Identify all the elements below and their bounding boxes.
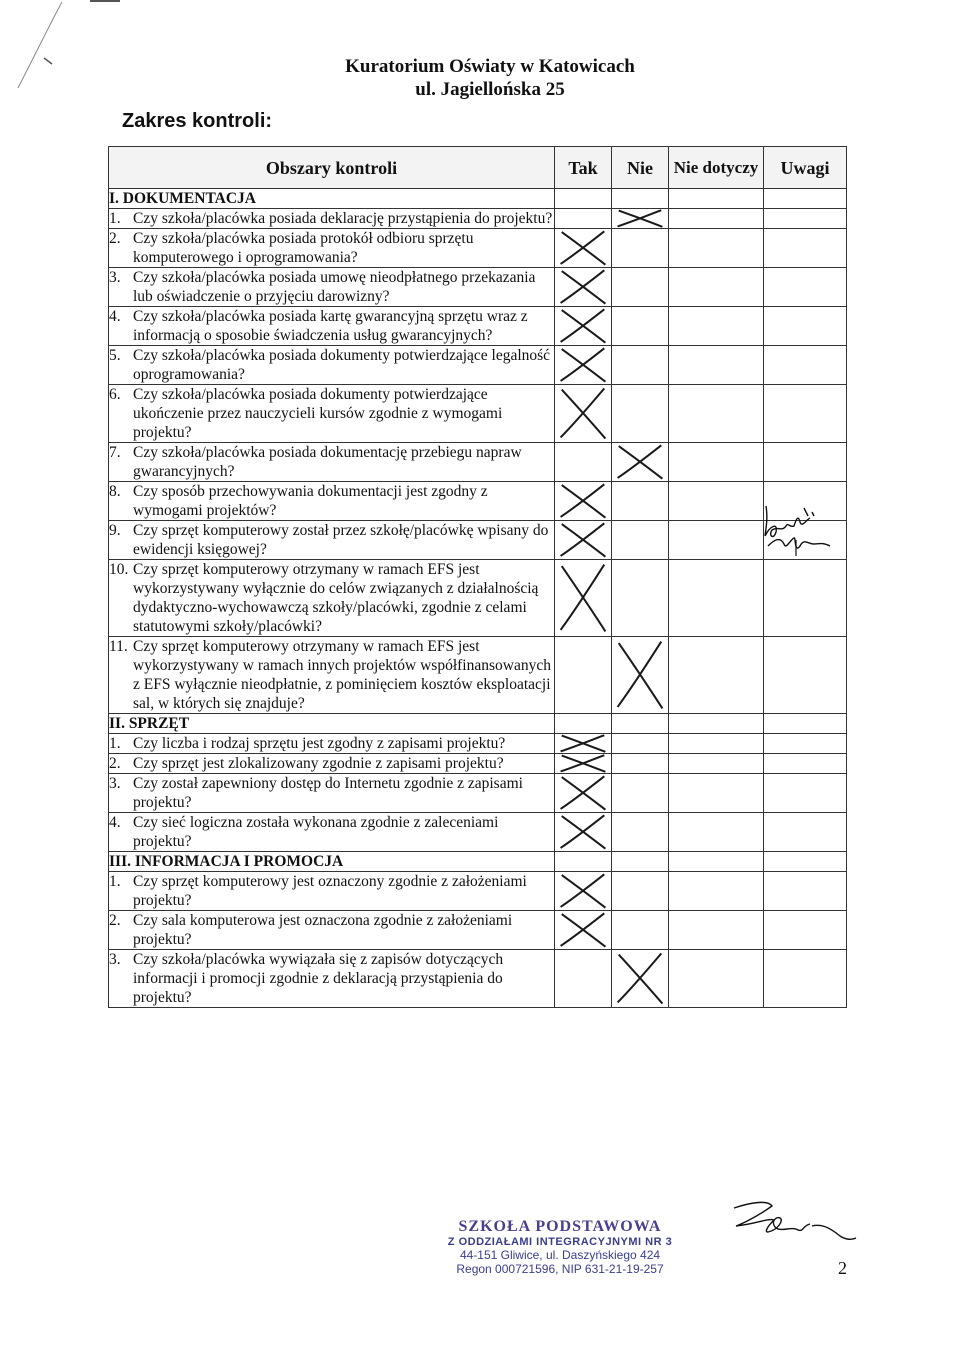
question-cell [109,209,555,229]
answer-cell-remarks [764,754,847,774]
table-row [109,521,847,560]
table-row [109,268,847,307]
question-text: Czy sala komputerowa jest oznaczona zgodnie z założeniami projektu? [133,912,513,948]
table-row [109,443,847,482]
section-title: III. INFORMACJA I PROMOCJA [109,852,555,872]
section-empty-cell [555,852,612,872]
answer-cell-not-applicable [669,229,764,268]
answer-cell-not-applicable [669,950,764,1008]
header-address: ul. Jagiellońska 25 [415,79,565,100]
question-cell [109,346,555,385]
question-text: Czy sposób przechowywania dokumentacji jest zgodny z wymogami projektów? [133,483,488,519]
table-row [109,911,847,950]
section-empty-cell [764,714,847,734]
answer-cell-not-applicable [669,346,764,385]
answer-cell-yes [555,482,612,521]
answer-cell-no [612,482,669,521]
question-cell [109,229,555,268]
handwritten-remark [760,496,846,556]
answer-cell-remarks [764,443,847,482]
answer-cell-remarks [764,229,847,268]
question-cell [109,774,555,813]
answer-cell-yes [555,229,612,268]
answer-cell-not-applicable [669,268,764,307]
answer-cell-yes [555,872,612,911]
answer-cell-not-applicable [669,734,764,754]
table-row [109,774,847,813]
answer-cell-no [612,813,669,852]
question-text: Czy sprzęt komputerowy jest oznaczony zgodnie z założeniami projektu? [133,873,527,909]
answer-cell-no [612,385,669,443]
control-table [108,146,847,1008]
question-number: 7. [109,444,121,461]
section-row [109,852,847,872]
handwritten-x-mark [555,774,611,812]
handwritten-x-mark [555,229,611,267]
question-cell [109,813,555,852]
answer-cell-no [612,754,669,774]
answer-cell-no [612,950,669,1008]
section-empty-cell [669,714,764,734]
col-header-no: Nie [612,147,669,189]
answer-cell-no [612,521,669,560]
answer-cell-remarks [764,734,847,754]
answer-cell-no [612,560,669,637]
question-number: 8. [109,483,121,500]
handwritten-x-mark [555,560,611,636]
question-text: Czy szkoła/placówka posiada protokół odbioru sprzętu komputerowego i oprogramowania? [133,230,474,266]
handwritten-x-mark [555,911,611,949]
answer-cell-no [612,911,669,950]
answer-cell-yes [555,637,612,714]
handwritten-x-mark [555,268,611,306]
answer-cell-yes [555,774,612,813]
answer-cell-yes [555,385,612,443]
section-empty-cell [612,189,669,209]
section-empty-cell [669,852,764,872]
question-number: 4. [109,308,121,325]
question-cell [109,911,555,950]
section-empty-cell [764,852,847,872]
stamp-line-2: Z ODDZIAŁAMI INTEGRACYJNYMI NR 3 [447,1236,673,1248]
question-cell [109,637,555,714]
question-number: 2. [109,755,121,772]
question-number: 10. [109,561,129,578]
answer-cell-not-applicable [669,774,764,813]
answer-cell-yes [555,307,612,346]
question-number: 9. [109,522,121,539]
answer-cell-not-applicable [669,385,764,443]
answer-cell-no [612,637,669,714]
question-cell [109,734,555,754]
question-number: 3. [109,775,121,792]
section-row [109,714,847,734]
table-body [109,189,847,1008]
table-row [109,307,847,346]
handwritten-x-mark [555,872,611,910]
table-header-row [109,147,847,189]
handwritten-x-mark [555,385,611,442]
answer-cell-not-applicable [669,911,764,950]
header-title: Kuratorium Oświaty w Katowicach [345,56,635,77]
table-row [109,872,847,911]
answer-cell-no [612,774,669,813]
handwritten-x-mark [555,307,611,345]
answer-cell-not-applicable [669,560,764,637]
question-text: Czy sprzęt komputerowy otrzymany w ramach EFS jest wykorzystywany wyłącznie do celów związanych z działalnością dydaktyczno-wychowawczą szkoły/placówki, zgodnie z celami statutowymi szkoły/placówki? [133,561,539,635]
col-header-areas: Obszary kontroli [109,147,555,189]
answer-cell-no [612,443,669,482]
answer-cell-yes [555,754,612,774]
table-row [109,346,847,385]
question-cell [109,443,555,482]
answer-cell-yes [555,734,612,754]
handwritten-x-mark [555,521,611,559]
answer-cell-not-applicable [669,307,764,346]
answer-cell-remarks [764,209,847,229]
answer-cell-no [612,872,669,911]
handwritten-x-mark [612,950,668,1007]
answer-cell-not-applicable [669,482,764,521]
question-number: 1. [109,210,121,227]
question-cell [109,872,555,911]
table-row [109,754,847,774]
question-text: Czy szkoła/placówka posiada deklarację przystąpienia do projektu? [133,210,553,227]
question-text: Czy szkoła/placówka wywiązała się z zapisów dotyczących informacji i promocji zgodnie z deklaracją przystąpienia do projektu? [133,951,504,1006]
school-stamp [395,1218,725,1276]
handwritten-x-mark [555,734,611,753]
section-row [109,189,847,209]
answer-cell-yes [555,950,612,1008]
answer-cell-remarks [764,268,847,307]
question-number: 2. [109,912,121,929]
question-cell [109,754,555,774]
answer-cell-remarks [764,385,847,443]
question-cell [109,268,555,307]
question-text: Czy szkoła/placówka posiada kartę gwarancyjną sprzętu wraz z informacją o sposobie świadczenia usług gwarancyjnych? [133,308,528,344]
table-row [109,482,847,521]
answer-cell-remarks [764,911,847,950]
answer-cell-not-applicable [669,209,764,229]
handwritten-x-mark [555,813,611,851]
question-cell [109,482,555,521]
handwritten-x-mark [555,346,611,384]
answer-cell-not-applicable [669,637,764,714]
answer-cell-yes [555,443,612,482]
answer-cell-no [612,734,669,754]
question-number: 1. [109,873,121,890]
question-cell [109,560,555,637]
page-number: 2 [838,1258,847,1278]
table-row [109,813,847,852]
answer-cell-not-applicable [669,443,764,482]
question-text: Czy sprzęt komputerowy otrzymany w ramach EFS jest wykorzystywany w ramach innych projektów współfinansowanych z EFS wyłącznie nieodpłatnie, z pominięciem kosztów eksploatacji sal, w których się znajduje? [133,638,551,712]
answer-cell-not-applicable [669,521,764,560]
answer-cell-remarks [764,872,847,911]
answer-cell-no [612,229,669,268]
section-empty-cell [764,189,847,209]
answer-cell-no [612,268,669,307]
question-number: 6. [109,386,121,403]
question-number: 5. [109,347,121,364]
handwritten-x-mark [612,443,668,481]
table-row [109,229,847,268]
section-empty-cell [555,714,612,734]
table-row [109,734,847,754]
answer-cell-remarks [764,560,847,637]
answer-cell-yes [555,209,612,229]
table-row [109,950,847,1008]
question-cell [109,521,555,560]
question-number: 4. [109,814,121,831]
answer-cell-remarks [764,307,847,346]
answer-cell-not-applicable [669,872,764,911]
question-number: 3. [109,951,121,968]
stamp-name: SZKOŁA PODSTAWOWA [458,1218,662,1235]
answer-cell-not-applicable [669,754,764,774]
signature [728,1196,858,1246]
handwritten-x-mark [612,637,668,713]
col-header-na: Nie dotyczy [669,147,764,189]
answer-cell-remarks [764,637,847,714]
answer-cell-yes [555,346,612,385]
answer-cell-not-applicable [669,813,764,852]
question-cell [109,307,555,346]
answer-cell-yes [555,813,612,852]
table-row [109,637,847,714]
section-title: I. DOKUMENTACJA [109,189,555,209]
section-empty-cell [555,189,612,209]
handwritten-x-mark [555,482,611,520]
answer-cell-no [612,209,669,229]
question-text: Czy szkoła/placówka posiada dokumentację przebiegu napraw gwarancyjnych? [133,444,522,480]
question-number: 3. [109,269,121,286]
answer-cell-remarks [764,950,847,1008]
col-header-remarks: Uwagi [764,147,847,189]
question-text: Czy sprzęt jest zlokalizowany zgodnie z zapisami projektu? [133,755,504,772]
answer-cell-yes [555,560,612,637]
section-empty-cell [612,852,669,872]
section-empty-cell [612,714,669,734]
table-row [109,209,847,229]
stamp-registry: Regon 000721596, NIP 631-21-19-257 [456,1262,664,1276]
answer-cell-yes [555,911,612,950]
question-cell [109,950,555,1008]
scope-label: Zakres kontroli: [122,110,273,132]
answer-cell-no [612,346,669,385]
answer-cell-remarks [764,813,847,852]
question-cell [109,385,555,443]
answer-cell-remarks [764,346,847,385]
question-text: Czy szkoła/placówka posiada dokumenty potwierdzające ukończenie przez nauczycieli kursów zgodnie z wymogami projektu? [133,386,503,441]
table-row [109,385,847,443]
answer-cell-no [612,307,669,346]
question-number: 11. [109,638,128,655]
handwritten-x-mark [612,209,668,228]
question-text: Czy szkoła/placówka posiada dokumenty potwierdzające legalność oprogramowania? [133,347,551,383]
table-row [109,560,847,637]
question-text: Czy szkoła/placówka posiada umowę nieodpłatnego przekazania lub oświadczenie o przyjęciu darowizny? [133,269,536,305]
section-empty-cell [669,189,764,209]
question-text: Czy sprzęt komputerowy został przez szkołę/placówkę wpisany do ewidencji księgowej? [133,522,549,558]
question-text: Czy liczba i rodzaj sprzętu jest zgodny z zapisami projektu? [133,735,506,752]
answer-cell-yes [555,268,612,307]
stamp-address: 44-151 Gliwice, ul. Daszyńskiego 424 [459,1248,661,1262]
col-header-yes: Tak [555,147,612,189]
answer-cell-remarks [764,774,847,813]
question-number: 1. [109,735,121,752]
answer-cell-yes [555,521,612,560]
question-number: 2. [109,230,121,247]
handwritten-x-mark [555,754,611,773]
question-text: Czy został zapewniony dostęp do Internetu zgodnie z zapisami projektu? [133,775,523,811]
question-text: Czy sieć logiczna została wykonana zgodnie z zaleceniami projektu? [133,814,499,850]
section-title: II. SPRZĘT [109,714,555,734]
